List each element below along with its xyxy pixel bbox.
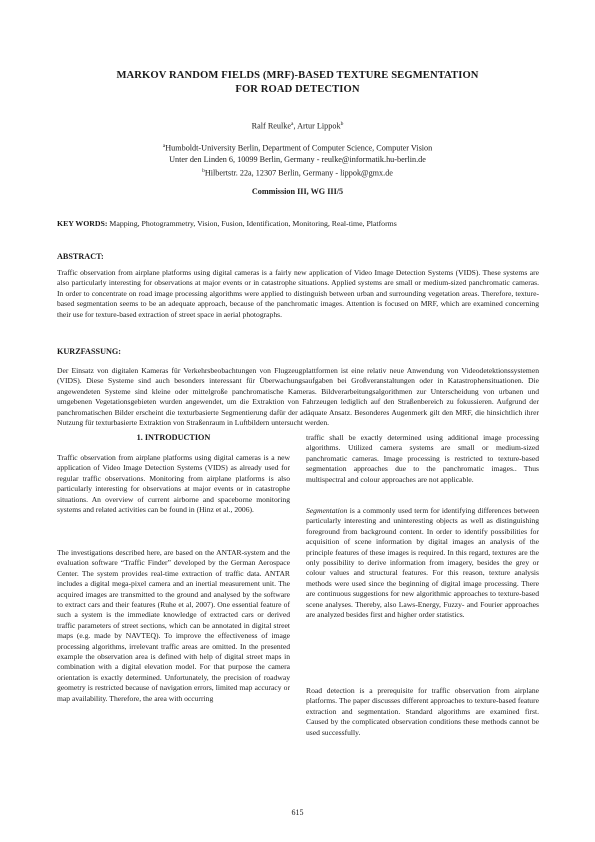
author-name: Ralf Reulke <box>251 121 292 131</box>
introduction-heading: 1. INTRODUCTION <box>136 433 211 442</box>
affiliation-a-line2: Unter den Linden 6, 10099 Berlin, Germany - reulke@informatik.hu-berlin.de <box>169 155 426 165</box>
author-separator: , <box>293 121 298 131</box>
affil-marker: a <box>162 143 166 149</box>
affiliations <box>40 141 555 179</box>
abstract-heading: ABSTRACT: <box>57 252 104 261</box>
author-line <box>40 121 555 131</box>
affil-text: Humboldt-University Berlin, Department of Computer Science, Computer Vision <box>165 143 433 153</box>
intro-paragraph-4 <box>306 506 539 620</box>
intro-paragraph-4-text: is a commonly used term for identifying differences between particularly interesting and uninteresting objects as well as distinguishing foreground from background content. In order to identify possibilities for acquisition of scene information by digital images an analysis of the principle features of these images is required. In this regard, textures are the only possibility to derive information from imagery, besides the grey or colour values and structural features. For this reason, texture analysis methods were used since the beginning of digital image processing. There are continuous suggestions for new algorithmic approaches to texture-based scene analyses. Thereby, also Laws-Energy, Fuzzy- and Fourier approaches are analyzed besides first and higher order statistics. <box>306 506 539 620</box>
keywords <box>57 219 547 228</box>
kurzfassung-text: Der Einsatz von digitalen Kameras für Verkehrsbeobachtungen von Flugzeugplattformen ist eine relativ neue Anwendung von Videodetektionssystemen (VIDS). Diese Systeme sind auch besonders interessant für Überwachungsaufgaben bei Großveranstaltungen oder in Katastrophensituationen. Die angewendeten Systeme sind kleine oder mittelgroße panchromatische Kameras. Bildverarbeitungsalgorithmen zur Unterscheidung von urbanen und umgebenen Vegetationsgebieten wurden angewendet, um die Extraktion von Fahrzeugen lediglich auf den Straßenbereich zu fokussieren. Aufgrund der panchromatischen Bilder erscheint die texturbasierte Segmentierung dafür der adäquate Ansatz. Besonderes Augenmerk gilt den MRF, die hinsichtlich ihrer Nutzung für texturbasierte Extraktion von Straßenraum in Luftbildern untersucht werden. <box>57 366 539 428</box>
intro-paragraph-5: Road detection is a prerequisite for traffic observation from airplane platforms. The paper discusses different approaches to texture-based feature extraction and segmentation. Standard algorithms are examined first. Caused by the complicated observation conditions these methods cannot be used successfully. <box>306 686 539 737</box>
intro-paragraph-1: Traffic observation from airplane platforms using digital cameras is a new application of Video Image Detection Systems (VIDS) as already used for regular traffic observations. Monitoring from airplane platforms is also particularly interesting for observations at major events or in catastrophe situations. An overview of current airborne and spaceborne monitoring systems and related activities can be found in (Hinz et al., 2006). <box>57 453 290 515</box>
keywords-label: KEY WORDS: <box>57 219 108 228</box>
intro-paragraph-3: traffic shall be exactly determined using additional image processing algorithms. Utilized camera systems are small or medium-sized panchromatic cameras. Image processing is restricted to texture-based segmentation approaches due to the panchromatic images.. Thus multispectral and colour approaches are not applicable. <box>306 433 539 484</box>
abstract-text: Traffic observation from airplane platforms using digital cameras is a fairly new application of Video Image Detection Systems (VIDS). These systems are also particularly interesting for observations at major events or in catastrophe situations. Applied systems are small or medium-sized panchromatic cameras. In order to concentrate on road image processing algorithms were applied to distinguish between urban and surrounding vegetation areas. Therefore, texture-based segmentation seems to be an adequate approach, because of the panchromatic images. Attention is focused on MRF, which are examined concerning their use for texture-based extraction of street space in aerial photographs. <box>57 268 539 319</box>
paper-title-line2: FOR ROAD DETECTION <box>235 84 360 95</box>
author-affil-marker: a <box>291 121 294 127</box>
kurzfassung-heading: KURZFASSUNG: <box>57 347 121 356</box>
affiliation-b-line1 <box>40 166 555 179</box>
paper-title-line1: MARKOV RANDOM FIELDS (MRF)-BASED TEXTURE SEGMENTATION <box>116 70 479 81</box>
affiliation-a-line1 <box>40 141 555 154</box>
keywords-text: Mapping, Photogrammetry, Vision, Fusion, Identification, Monitoring, Real-time, Platforms <box>107 219 397 228</box>
affil-marker: b <box>202 167 205 174</box>
commission-label: Commission III, WG III/5 <box>251 187 344 196</box>
intro-paragraph-2: The investigations described here, are based on the ANTAR-system and the evaluation software “Traffic Finder” developed by the German Aerospace Center. The system provides real-time extraction of traffic data. ANTAR includes a digital mega-pixel camera and an inertial measurement unit. The acquired images are transmitted to the ground and analysed by the software to extract cars and their features (Ruhe et al, 2007). One essential feature of such a system is the immediate knowledge of extracted cars or derived traffic parameters of street sections, which can be annotated in digital street maps (e.g. made by NAVTEQ). To improve the effectiveness of image processing algorithms, irrelevant traffic areas are omitted. In the presented example the observation area is defined with help of digital street maps in combination with a digital elevation model. For that purpose the camera orientation is exactly determined. Unfortunately, the precision of roadway geometry is restricted because of navigation errors, limited map accuracy or map availability. Therefore, the area with occurring <box>57 548 290 703</box>
author-affil-marker: b <box>340 121 344 127</box>
affil-text: Hilbertstr. 22a, 12307 Berlin, Germany - lippok@gmx.de <box>204 168 393 178</box>
segmentation-term: Segmentation <box>306 506 348 515</box>
author-name: Artur Lippok <box>297 121 341 131</box>
page-number: 615 <box>291 808 304 817</box>
paper-title <box>40 69 555 97</box>
